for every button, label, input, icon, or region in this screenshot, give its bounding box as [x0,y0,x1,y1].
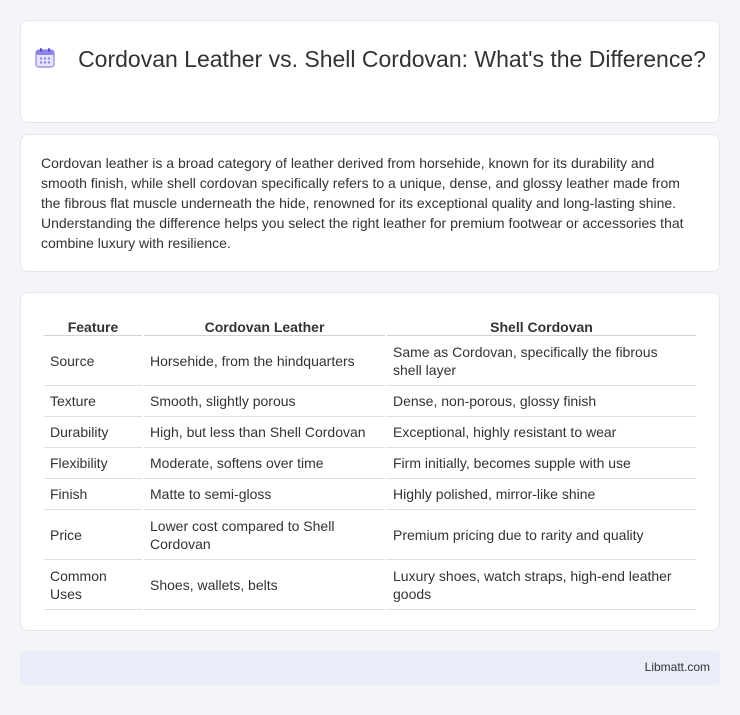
feature-cell: Durability [44,417,142,448]
shell-cell: Highly polished, mirror-like shine [387,479,696,510]
cordovan-cell: Matte to semi-gloss [144,479,385,510]
shell-cell: Exceptional, highly resistant to wear [387,417,696,448]
shell-cell: Luxury shoes, watch straps, high-end leather goods [387,560,696,610]
table-row [44,479,696,510]
title-card [20,20,720,123]
intro-card [20,134,720,272]
feature-cell: Price [44,510,142,560]
shell-cell: Dense, non-porous, glossy finish [387,386,696,417]
table-row [44,417,696,448]
table-row [44,448,696,479]
cordovan-cell: High, but less than Shell Cordovan [144,417,385,448]
cordovan-cell: Lower cost compared to Shell Cordovan [144,510,385,560]
table-row [44,510,696,560]
cordovan-cell: Horsehide, from the hindquarters [144,336,385,386]
header-cordovan-leather: Cordovan Leather [144,314,385,336]
shell-cell: Same as Cordovan, specifically the fibrous shell layer [387,336,696,386]
cordovan-cell: Shoes, wallets, belts [144,560,385,610]
feature-cell: Source [44,336,142,386]
table-row [44,386,696,417]
calendar-icon [34,47,56,69]
cordovan-cell: Moderate, softens over time [144,448,385,479]
footer [20,651,720,685]
feature-cell: Texture [44,386,142,417]
page-title: Cordovan Leather vs. Shell Cordovan: What's the Difference? [78,46,706,72]
page-title-block [21,45,719,74]
intro-paragraph: Cordovan leather is a broad category of leather derived from horsehide, known for its durability and smooth finish, while shell cordovan specifically refers to a unique, dense, and glossy leather made from the fibrous flat muscle underneath the hide, renowned for its exceptional quality and long-lasting shine. Understanding the difference helps you select the right leather for premium footwear or accessories that combine luxury with resilience. [41,155,684,251]
header-shell-cordovan: Shell Cordovan [387,314,696,336]
shell-cell: Premium pricing due to rarity and quality [387,510,696,560]
feature-cell: Finish [44,479,142,510]
comparison-table [42,314,698,610]
footer-brand-link[interactable]: Libmatt.com [644,660,710,674]
feature-cell: Flexibility [44,448,142,479]
comparison-card [20,292,720,631]
table-row [44,560,696,610]
header-feature: Feature [44,314,142,336]
shell-cell: Firm initially, becomes supple with use [387,448,696,479]
cordovan-cell: Smooth, slightly porous [144,386,385,417]
table-header-row [44,314,696,336]
feature-cell: Common Uses [44,560,142,610]
table-row [44,336,696,386]
